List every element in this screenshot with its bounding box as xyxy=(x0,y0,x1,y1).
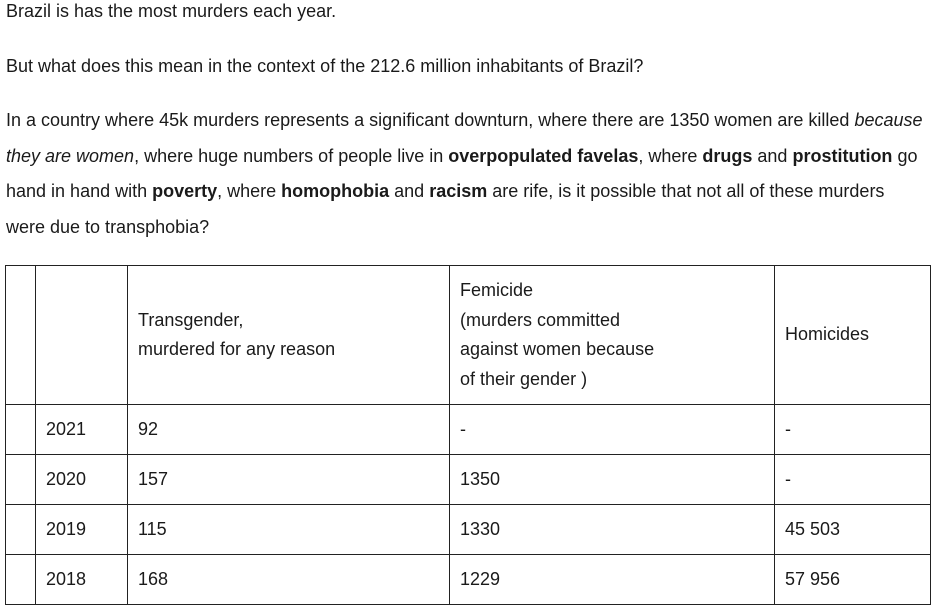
table-header-row xyxy=(6,266,931,405)
year-header-cell xyxy=(36,266,128,405)
header-line: Transgender, xyxy=(138,309,244,330)
bold-text: poverty xyxy=(152,181,218,201)
murder-statistics-table xyxy=(5,265,931,605)
transgender-header xyxy=(128,266,450,405)
text-span: , where xyxy=(217,181,282,201)
bold-text: drugs xyxy=(702,145,753,166)
context-paragraph: But what does this mean in the context of the 212.6 million inhabitants of Brazil? xyxy=(6,56,644,76)
text-span: , where xyxy=(638,145,703,166)
transgender-cell: 157 xyxy=(128,455,450,505)
transgender-cell: 92 xyxy=(128,405,450,455)
header-line: Femicide xyxy=(460,280,534,300)
transgender-cell: 115 xyxy=(128,505,450,555)
femicide-cell: - xyxy=(450,405,775,455)
bold-text: overpopulated favelas xyxy=(448,145,639,166)
femicide-header xyxy=(450,266,775,405)
year-cell: 2020 xyxy=(36,455,128,505)
femicide-cell: 1330 xyxy=(450,505,775,555)
table-row xyxy=(6,405,931,455)
text-span: and xyxy=(752,145,793,166)
table-row xyxy=(6,555,931,605)
argument-paragraph xyxy=(6,103,926,245)
table-row xyxy=(6,455,931,505)
text-span: are rife, is it possible that not all of these murders were due to transphobia? xyxy=(6,181,885,237)
text-span: In a country where 45k murders represents a significant downturn, where there are 1350 women are killed xyxy=(6,110,855,130)
empty-cell xyxy=(6,505,36,555)
emphasis-text: because they are women xyxy=(6,110,923,166)
header-line: of their gender ) xyxy=(460,368,588,389)
empty-cell xyxy=(6,266,36,405)
homicides-cell: - xyxy=(775,455,931,505)
homicides-cell: 57 956 xyxy=(775,555,931,605)
empty-cell xyxy=(6,405,36,455)
femicide-cell: 1229 xyxy=(450,555,775,605)
header-line: (murders committed xyxy=(460,309,621,330)
femicide-cell: 1350 xyxy=(450,455,775,505)
homicides-cell: - xyxy=(775,405,931,455)
year-cell: 2019 xyxy=(36,505,128,555)
header-line: against women because xyxy=(460,339,655,359)
text-span: and xyxy=(389,181,430,201)
empty-cell xyxy=(6,455,36,505)
text-span: , where huge numbers of people live in xyxy=(134,145,449,166)
bold-text: prostitution xyxy=(792,145,893,166)
bold-text: homophobia xyxy=(281,181,390,201)
table-row xyxy=(6,505,931,555)
text-span: go hand in hand with xyxy=(6,145,918,201)
year-cell: 2018 xyxy=(36,555,128,605)
header-line: murdered for any reason xyxy=(138,339,336,359)
year-cell: 2021 xyxy=(36,405,128,455)
intro-paragraph: Brazil is has the most murders each year. xyxy=(6,1,337,21)
homicides-header: Homicides xyxy=(775,266,931,405)
empty-cell xyxy=(6,555,36,605)
transgender-cell: 168 xyxy=(128,555,450,605)
bold-text: racism xyxy=(429,181,488,201)
homicides-cell: 45 503 xyxy=(775,505,931,555)
